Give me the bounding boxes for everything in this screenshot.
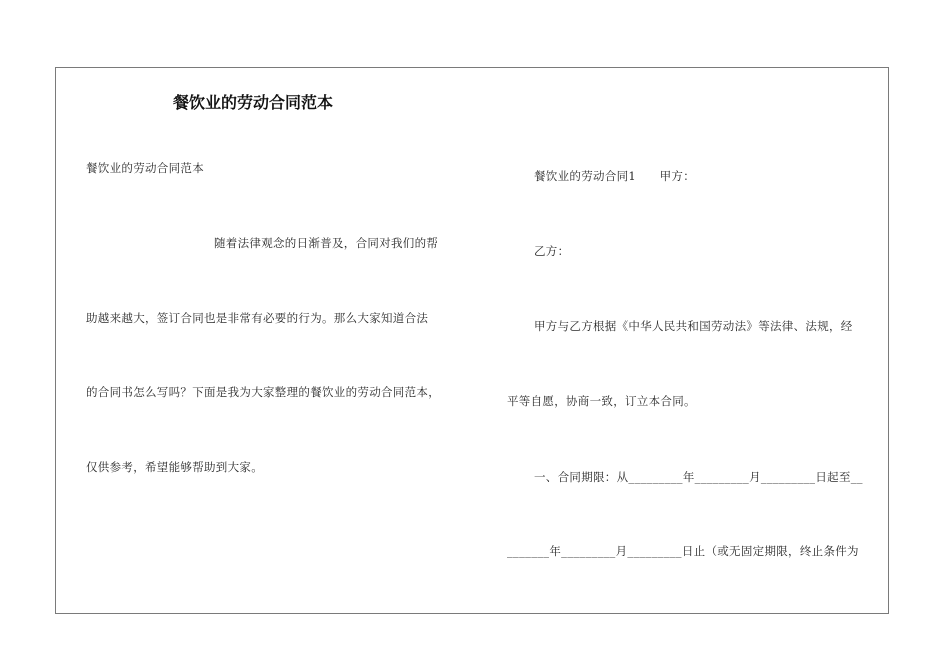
document-title: 餐饮业的劳动合同范本 (173, 93, 334, 112)
left-line-3: 的合同书怎么写吗？下面是我为大家整理的餐饮业的劳动合同范本， (86, 385, 440, 399)
right-line-2: 乙方： (534, 244, 570, 258)
left-line-4: 仅供参考，希望能够帮助到大家。 (86, 460, 263, 474)
left-subtitle: 餐饮业的劳动合同范本 (86, 161, 204, 175)
right-line-3: 甲方与乙方根据《中华人民共和国劳动法》等法律、法规，经 (534, 319, 853, 333)
right-line-5: 一、合同期限：从_________年_________月_________日起至__ (534, 470, 863, 484)
right-line-1: 餐饮业的劳动合同1 甲方： (534, 169, 696, 183)
right-line-4: 平等自愿，协商一致，订立本合同。 (507, 394, 696, 408)
page-frame (55, 67, 889, 614)
right-line-6: _______年_________月_________日止（或无固定期限，终止条件为 (507, 544, 859, 558)
left-line-2: 助越来越大，签订合同也是非常有必要的行为。那么大家知道合法 (86, 311, 429, 325)
left-line-1: 随着法律观念的日渐普及，合同对我们的帮 (214, 236, 439, 250)
